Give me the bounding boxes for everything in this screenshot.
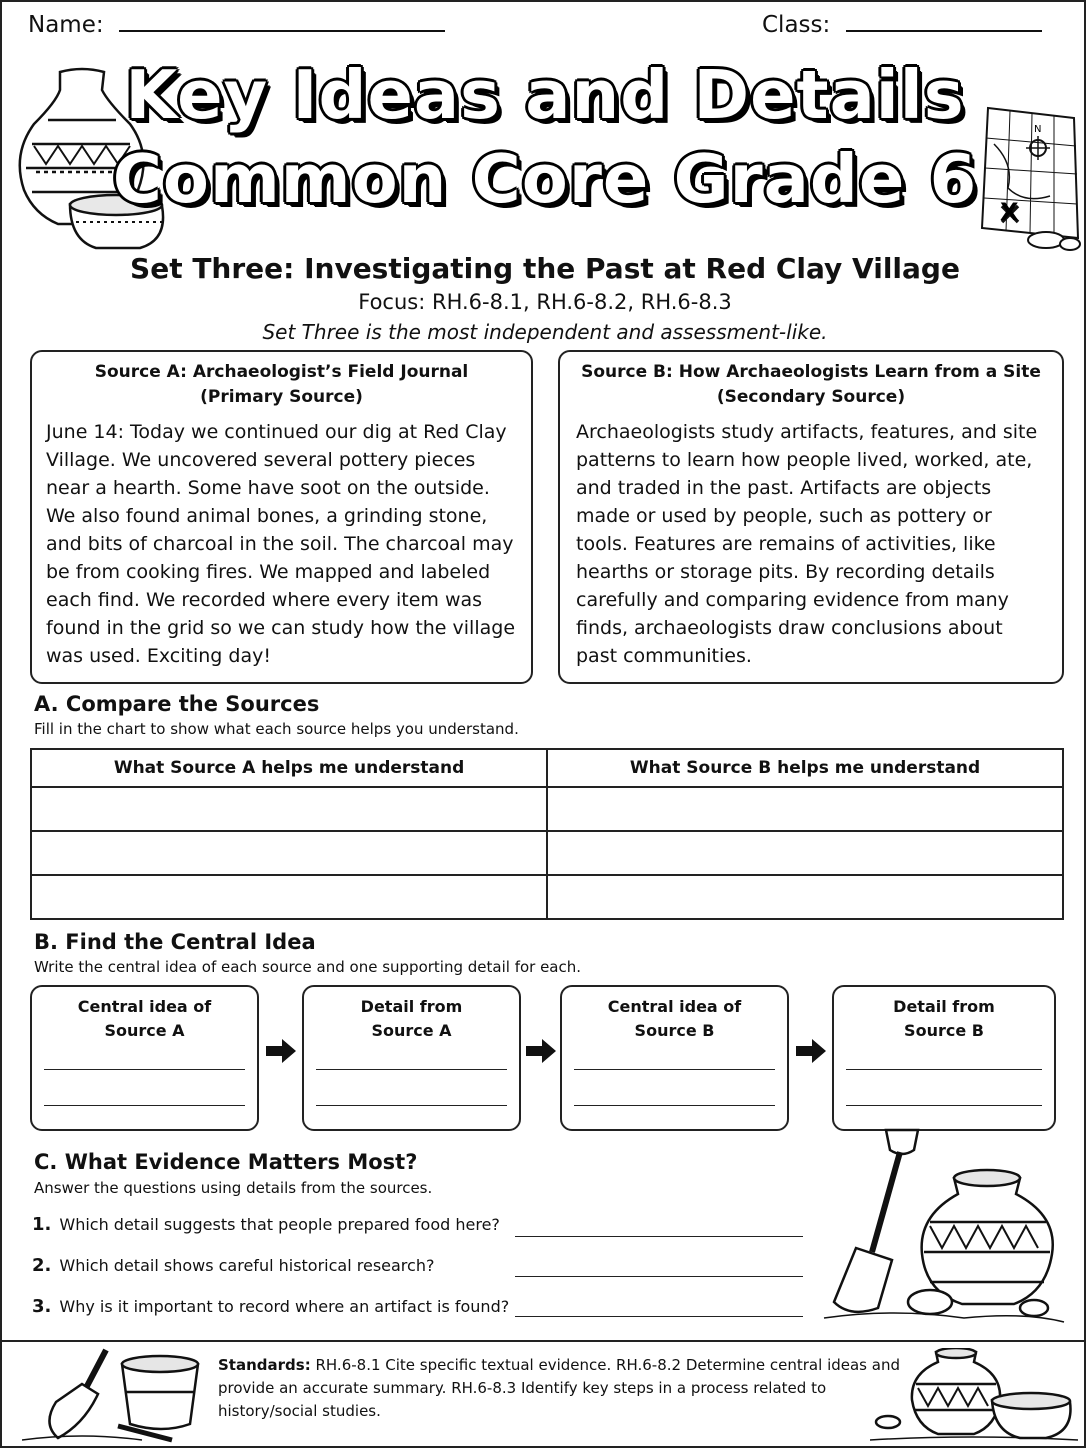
chart-cell-a1[interactable] <box>31 787 547 831</box>
standard-text-1: Cite specific textual evidence. <box>380 1356 617 1374</box>
question-text: Why is it important to record where an artifact is found? <box>59 1297 510 1316</box>
arrow-right-icon <box>794 1038 828 1064</box>
standard-code-2: RH.6-8.2 <box>616 1356 682 1374</box>
box-label-line2: Source B <box>634 1021 715 1040</box>
detail-source-a-box[interactable] <box>302 985 521 1131</box>
name-field[interactable] <box>28 8 445 38</box>
source-b-text: Archaeologists study artifacts, features, and site patterns to learn how people lived, worked, ate, and traded in the past. Artifacts are objects made or used by people, such as pottery or tools. Features are remains of activities, like hearths or storage pits. By recording details carefully and comparing evidence from many finds, archaeologists draw conclusions about past communities. <box>576 421 1038 667</box>
question-number: 1. <box>32 1214 52 1235</box>
section-a-heading: A. Compare the Sources <box>34 692 320 716</box>
section-b-heading: B. Find the Central Idea <box>34 930 316 954</box>
chart-cell-b1[interactable] <box>547 787 1063 831</box>
svg-text:X: X <box>1000 198 1019 226</box>
box-label-line2: Source B <box>904 1021 984 1040</box>
source-a-box <box>30 350 533 684</box>
write-line[interactable] <box>44 1105 245 1106</box>
box-label-line2: Source A <box>371 1021 452 1040</box>
chart-column-source-b: What Source B helps me understand <box>547 749 1063 787</box>
question-3 <box>32 1296 509 1317</box>
chart-row <box>31 831 1063 875</box>
write-line[interactable] <box>44 1069 245 1070</box>
arrow-right-icon <box>264 1038 298 1064</box>
title-line-1: Key Ideas and Details <box>125 56 965 134</box>
page-subtitle: Set Three: Investigating the Past at Red Clay Village <box>130 252 960 285</box>
title-line-2: Common Core Grade 6 <box>112 140 978 218</box>
name-label: Name: <box>28 12 104 38</box>
box-label-line1: Detail from <box>893 997 995 1016</box>
name-line[interactable] <box>119 8 445 32</box>
question-text: Which detail shows careful historical research? <box>59 1256 435 1275</box>
set-note: Set Three is the most independent and assessment-like. <box>262 320 828 344</box>
chart-cell-a3[interactable] <box>31 875 547 919</box>
box-label-line1: Central idea of <box>607 997 742 1016</box>
box-label-line1: Detail from <box>360 997 463 1016</box>
source-a-title: Source A: Archaeologist’s Field Journal <box>94 362 469 382</box>
answer-line-2[interactable] <box>515 1276 803 1277</box>
write-line[interactable] <box>846 1105 1042 1106</box>
section-c-instruction: Answer the questions using details from the sources. <box>34 1179 433 1197</box>
chart-cell-b3[interactable] <box>547 875 1063 919</box>
class-field[interactable] <box>762 8 1042 38</box>
write-line[interactable] <box>846 1069 1042 1070</box>
standard-text-2: Determine central ideas and provide an accurate summary. <box>218 1356 900 1397</box>
footer-divider <box>2 1340 1086 1342</box>
source-b-box <box>558 350 1064 684</box>
map-north-label: N <box>1034 124 1042 135</box>
source-b-type: (Secondary Source) <box>716 387 906 407</box>
trowel-and-bucket-illustration <box>22 1344 208 1444</box>
chart-cell-a2[interactable] <box>31 831 547 875</box>
standard-code-3: RH.6-8.3 <box>451 1379 517 1397</box>
write-line[interactable] <box>574 1105 775 1106</box>
central-idea-source-b-box[interactable] <box>560 985 789 1131</box>
box-label-line1: Central idea of <box>77 997 212 1016</box>
box-label-line2: Source A <box>104 1021 185 1040</box>
chart-row <box>31 875 1063 919</box>
source-a-text: June 14: Today we continued our dig at Red Clay Village. We uncovered several pottery pieces near a hearth. Some have soot on the outside. We also found animal bones, a grinding stone, and bits of charcoal in the soil. The charcoal may be from cooking fires. We mapped and labeled each find. We recorded where every item was found in the grid so we can study how the village was used. Exciting day! <box>46 421 516 667</box>
standards-footer-text <box>218 1354 908 1423</box>
question-number: 2. <box>32 1255 52 1276</box>
class-label: Class: <box>762 12 831 38</box>
central-idea-source-a-box[interactable] <box>30 985 259 1131</box>
section-a-instruction: Fill in the chart to show what each source helps you understand. <box>34 720 519 738</box>
question-text: Which detail suggests that people prepared food here? <box>59 1215 500 1234</box>
footer-pottery-illustration <box>870 1348 1080 1444</box>
compare-sources-chart <box>30 748 1064 920</box>
standards-label: Standards: <box>218 1356 311 1374</box>
standard-code-1: RH.6-8.1 <box>315 1356 381 1374</box>
answer-line-3[interactable] <box>515 1316 803 1317</box>
chart-column-source-a: What Source A helps me understand <box>31 749 547 787</box>
answer-line-1[interactable] <box>515 1236 803 1237</box>
write-line[interactable] <box>316 1069 507 1070</box>
chart-cell-b2[interactable] <box>547 831 1063 875</box>
question-2 <box>32 1255 434 1276</box>
detail-source-b-box[interactable] <box>832 985 1056 1131</box>
question-1 <box>32 1214 500 1235</box>
class-line[interactable] <box>846 8 1042 32</box>
shovel-and-pot-illustration <box>814 1122 1076 1334</box>
section-c-heading: C. What Evidence Matters Most? <box>34 1150 418 1174</box>
chart-row <box>31 787 1063 831</box>
source-b-title: Source B: How Archaeologists Learn from a Site <box>581 362 1041 382</box>
write-line[interactable] <box>316 1105 507 1106</box>
focus-standards: Focus: RH.6-8.1, RH.6-8.2, RH.6-8.3 <box>358 290 732 314</box>
question-number: 3. <box>32 1296 52 1317</box>
arrow-right-icon <box>524 1038 558 1064</box>
source-a-type: (Primary Source) <box>200 387 363 407</box>
standard-text-3: Identify key steps in a process related to history/social studies. <box>218 1379 827 1420</box>
map-x-mark <box>996 196 1026 226</box>
write-line[interactable] <box>574 1069 775 1070</box>
section-b-instruction: Write the central idea of each source and one supporting detail for each. <box>34 958 582 976</box>
chart-header-row <box>31 749 1063 787</box>
